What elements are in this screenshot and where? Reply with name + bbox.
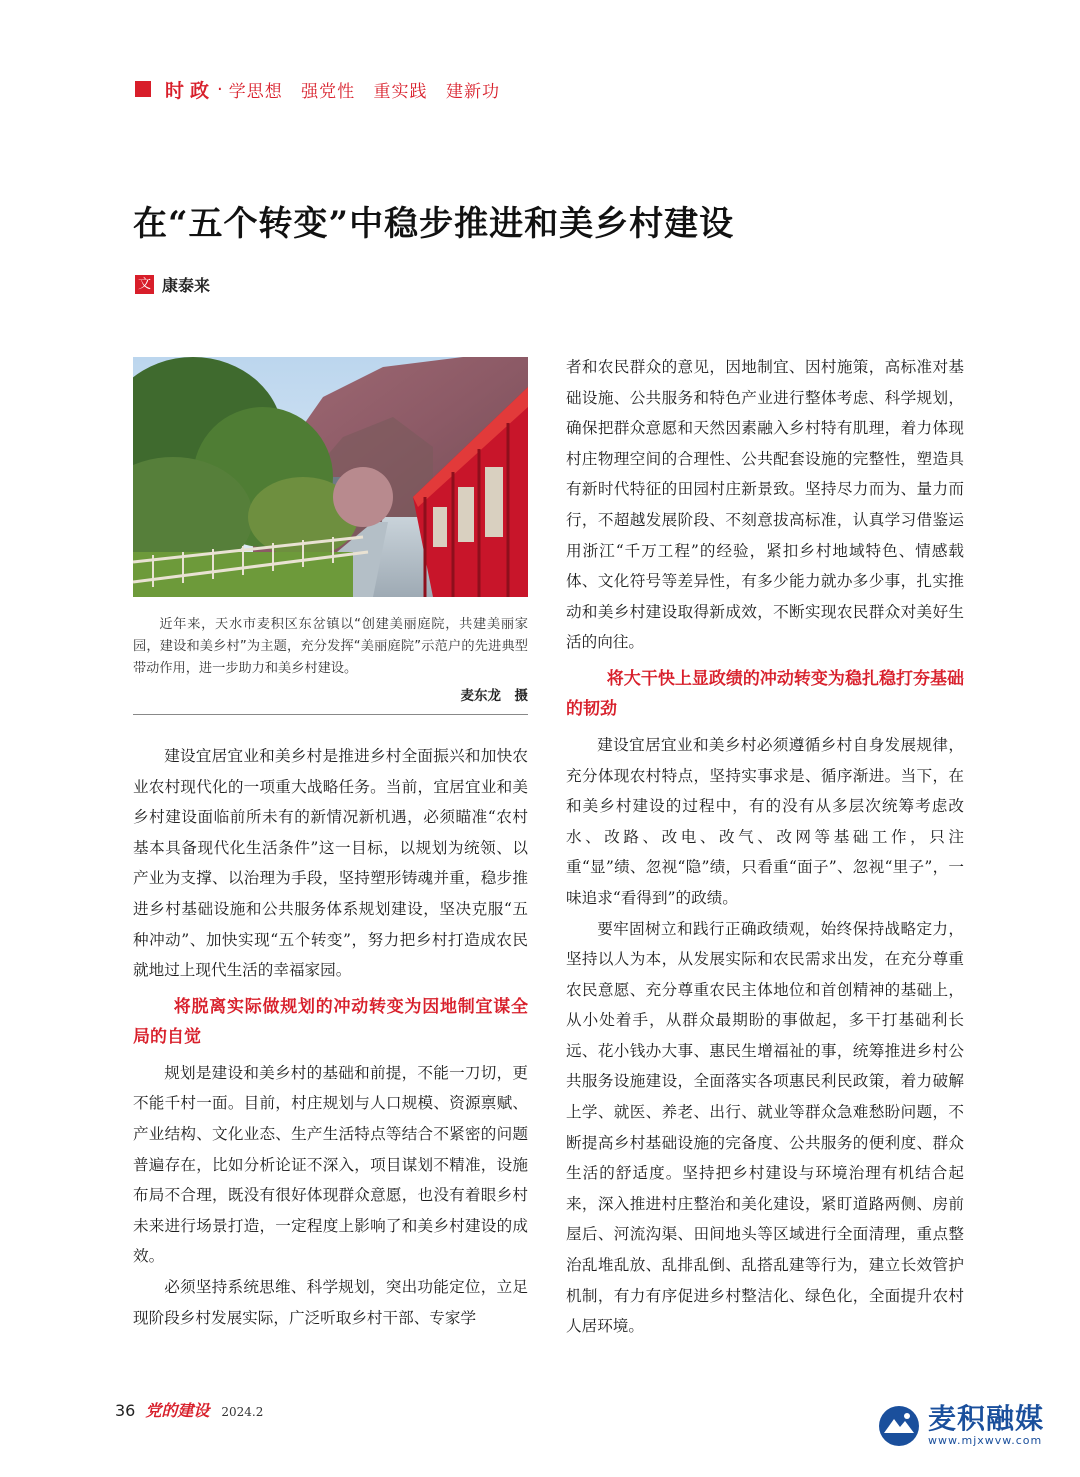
magazine-name: 党的建设 xyxy=(145,1401,210,1420)
paragraph: 必须坚持系统思维、科学规划，突出功能定位，立足现阶段乡村发展实际，广泛听取乡村干部、专家学 xyxy=(133,1277,528,1327)
left-column xyxy=(133,741,528,1333)
paragraph: 规划是建设和美乡村的基础和前提，不能一刀切，更不能千村一面。目前，村庄规划与人口规模、资源禀赋、产业结构、文化业态、生产生活特点等结合不紧密的问题普遍存在，比如分析论证不深入，项目谋划不精准，设施布局不合理，既没有很好体现群众意愿，也没有着眼乡村未来进行场景打造，一定程度上影响了和美乡村建设的成效。 xyxy=(133,1063,528,1266)
paragraph: 建设宜居宜业和美乡村是推进乡村全面振兴和加快农业农村现代化的一项重大战略任务。当前，宜居宜业和美乡村建设面临前所未有的新情况新机遇，必须瞄准“农村基本具备现代化生活条件”这一目标，以规划为统领、以产业为支撑、以治理为手段，坚持塑形铸魂并重，稳步推进乡村基础设施和公共服务体系规划建设，坚决克服“五种冲动”、加快实现“五个转变”，努力把乡村打造成农民就地过上现代生活的幸福家园。 xyxy=(133,747,528,980)
page-number: 36 xyxy=(115,1401,136,1420)
media-logo-icon xyxy=(878,1405,920,1447)
caption-divider xyxy=(133,714,528,715)
photo-credit: 麦东龙 摄 xyxy=(460,688,528,704)
photo-caption: 近年来，天水市麦积区东岔镇以“创建美丽庭院，共建美丽家园，建设和美乡村”为主题，充分发挥“美丽庭院”示范户的先进典型带动作用，进一步助力和美乡村建设。 xyxy=(133,617,528,676)
section-heading: 将脱离实际做规划的冲动转变为因地制宜谋全局的自觉 xyxy=(133,996,528,1047)
author-line xyxy=(135,273,210,296)
watermark xyxy=(878,1404,1044,1447)
red-square-icon xyxy=(135,81,151,97)
issue-number: 2024.2 xyxy=(221,1405,264,1419)
section-heading: 将大干快上显政绩的冲动转变为稳扎稳打夯基础的韧劲 xyxy=(566,668,964,719)
right-column xyxy=(566,352,964,1342)
section-name: 时政 xyxy=(165,79,216,102)
section-separator: · xyxy=(217,78,223,100)
article-title: 在“五个转变”中稳步推进和美乡村建设 xyxy=(133,204,735,244)
paragraph: 者和农民群众的意见，因地制宜、因村施策，高标准对基础设施、公共服务和特色产业进行整体考虑、科学规划，确保把群众意愿和天然因素融入乡村特有肌理，着力体现村庄物理空间的合理性、公共配套设施的完整性，塑造具有新时代特征的田园村庄新景致。坚持尽力而为、量力而行，不超越发展阶段、不刻意拔高标准，认真学习借鉴运用浙江“千万工程”的经验，紧扣乡村地域特色、情感载体、文化符号等差异性，有多少能力就办多少事，扎实推动和美乡村建设取得新成效，不断实现农民群众对美好生活的向往。 xyxy=(566,358,964,652)
author-name: 康泰来 xyxy=(162,276,211,295)
page-footer xyxy=(115,1398,263,1421)
section-header xyxy=(135,74,500,104)
watermark-name: 麦积融媒 xyxy=(928,1402,1045,1435)
author-badge: 文 xyxy=(135,275,154,294)
paragraph: 要牢固树立和践行正确政绩观，始终保持战略定力，坚持以人为本，从发展实际和农民需求出发，在充分尊重农民意愿、充分尊重农民主体地位和首创精神的基础上，从小处着手，从群众最期盼的事做起，多干打基础利长远、花小钱办大事、惠民生增福祉的事，统筹推进乡村公共服务设施建设，全面落实各项惠民利民政策，着力破解上学、就医、养老、出行、就业等群众急难愁盼问题，不断提高乡村基础设施的完备度、公共服务的便利度、群众生活的舒适度。坚持把乡村建设与环境治理有机结合起来，深入推进村庄整治和美化建设，紧盯道路两侧、房前屋后、河流沟渠、田间地头等区域进行全面清理，重点整治乱堆乱放、乱排乱倒、乱搭乱建等行为，建立长效管护机制，有力有序促进乡村整洁化、绿色化，全面提升农村人居环境。 xyxy=(566,919,964,1336)
article-photo xyxy=(133,357,528,597)
paragraph: 建设宜居宜业和美乡村必须遵循乡村自身发展规律，充分体现农村特点，坚持实事求是、循序渐进。当下，在和美乡村建设的过程中，有的没有从多层次统筹考虑改水、改路、改电、改气、改网等基础工作，只注重“显”绩、忽视“隐”绩，只看重“面子”、忽视“里子”，一味追求“看得到”的政绩。 xyxy=(566,735,964,907)
section-slogan: 学思想 强党性 重实践 建新功 xyxy=(228,81,500,102)
watermark-url: www.mjxwvw.com xyxy=(928,1434,1043,1447)
